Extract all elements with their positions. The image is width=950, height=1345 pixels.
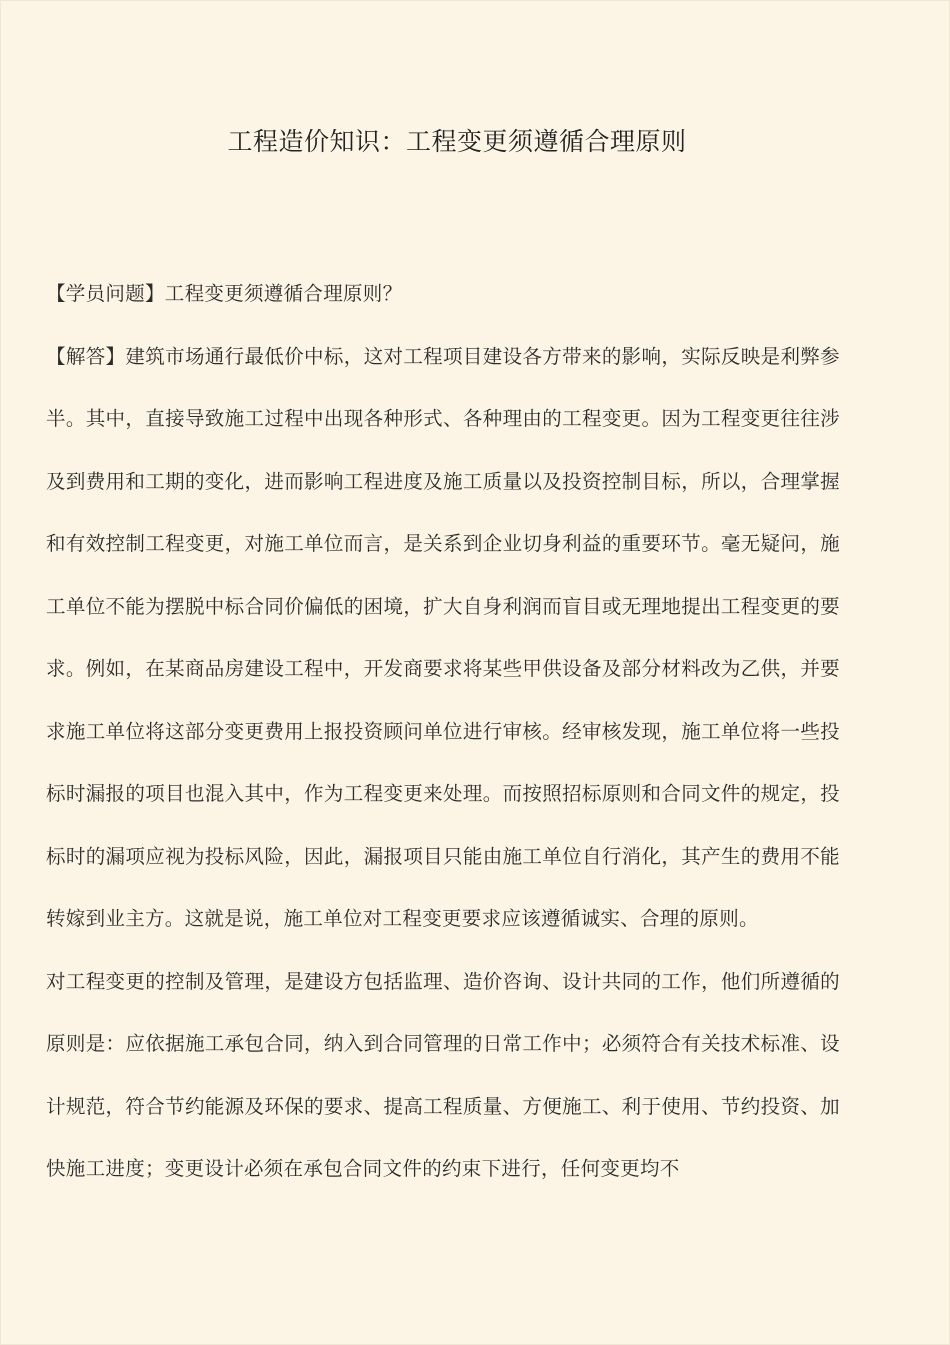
document-body: [46, 263, 840, 1201]
paragraph-answer: 【解答】建筑市场通行最低价中标，这对工程项目建设各方带来的影响，实际反映是利弊参半。其中，直接导致施工过程中出现各种形式、各种理由的工程变更。因为工程变更往往涉及到费用和工期的变化，进而影响工程进度及施工质量以及投资控制目标，所以，合理掌握和有效控制工程变更，对施工单位而言，是关系到企业切身利益的重要环节。毫无疑问，施工单位不能为摆脱中标合同价偏低的困境，扩大自身利润而盲目或无理地提出工程变更的要求。例如，在某商品房建设工程中，开发商要求将某些甲供设备及部分材料改为乙供，并要求施工单位将这部分变更费用上报投资顾问单位进行审核。经审核发现，施工单位将一些投标时漏报的项目也混入其中，作为工程变更来处理。而按照招标原则和合同文件的规定，投标时的漏项应视为投标风险，因此，漏报项目只能由施工单位自行消化，其产生的费用不能转嫁到业主方。这就是说，施工单位对工程变更要求应该遵循诚实、合理的原则。: [46, 344, 840, 930]
paragraph-question: 【学员问题】工程变更须遵循合理原则？: [46, 282, 403, 305]
paragraph-principles: 对工程变更的控制及管理，是建设方包括监理、造价咨询、设计共同的工作，他们所遵循的原则是：应依据施工承包合同，纳入到合同管理的日常工作中；必须符合有关技术标准、设计规范，符合节约能源及环保的要求、提高工程质量、方便施工、利于使用、节约投资、加快施工进度；变更设计必须在承包合同文件的约束下进行，任何变更均不: [46, 969, 840, 1180]
page-title: 工程造价知识：工程变更须遵循合理原则: [227, 127, 687, 156]
